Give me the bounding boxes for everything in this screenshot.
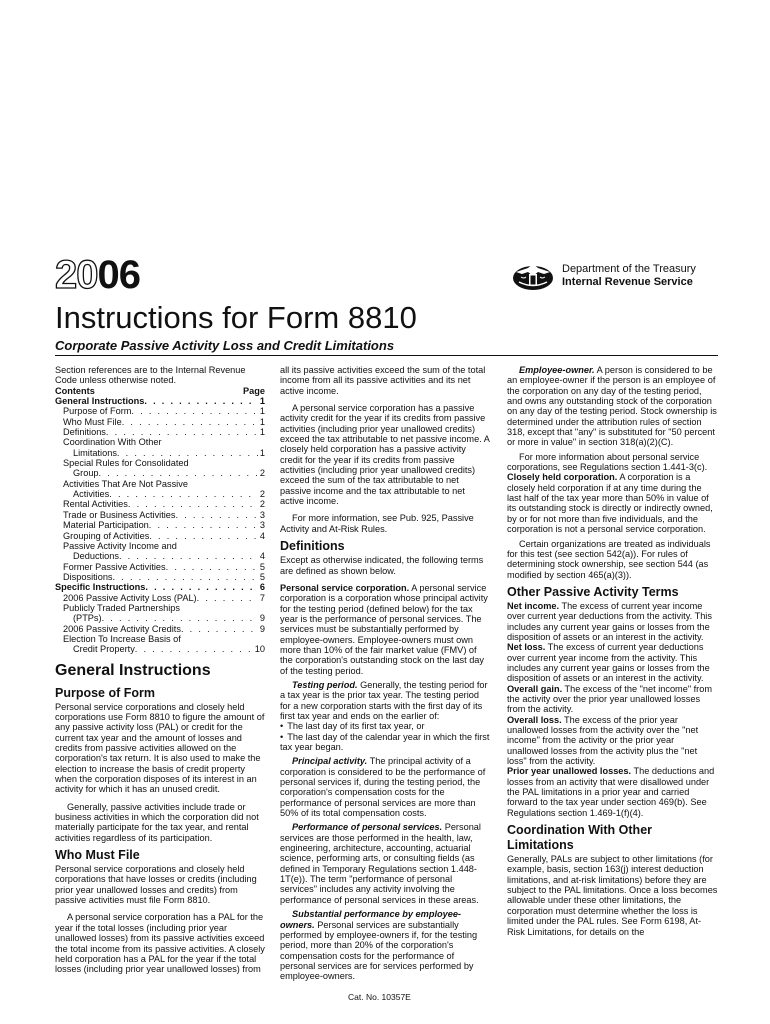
toc-entry[interactable]: Group . . . 2 (55, 468, 265, 478)
definition-principal-activity: Principal activity. The principal activity of a corporation is considered to be the performance of personal services if, during the testing period, the corporation's compensation costs for the performance of personal services are more than 50% of its total compensation costs. (280, 756, 486, 819)
contents-header (55, 386, 265, 396)
toc-entry[interactable]: Coordination With Other (63, 437, 162, 448)
contents-label: Contents (55, 385, 95, 396)
body-paragraph: all its passive activities exceed the sum of the total income from all its passive activities and its net active income. (280, 365, 486, 396)
toc-entry[interactable]: Limitations . . . 1 (55, 448, 265, 458)
definition-personal-service-corporation: Personal service corporation. A personal service corporation is a corporation whose principal activity for the testing period (defined below) for the tax year is the performance of personal services. The services must be substantially performed by employee-owners. Employee-owners must own more than 10% of the fair market value (FMV) of the corporation's outstanding stock on the last day of the testing period. (280, 582, 488, 676)
toc-entry[interactable]: Former Passive Activities . . . 5 (55, 562, 265, 572)
definitions-heading: Definitions (280, 539, 345, 554)
coordination-heading: Coordination With Other Limitations (507, 823, 653, 853)
definition-overall-loss: Overall loss. The excess of the prior year unallowed losses from the activity over the "net income" from the activity or the prior year unallowed losses from the activity plus the "net loss" from the activity. (507, 714, 699, 767)
page-label: Page (243, 385, 265, 396)
tax-year (55, 255, 140, 295)
document-title: Instructions for Form 8810 (55, 300, 417, 335)
purpose-paragraph: Generally, passive activities include trade or business activities in which the corporation did not materially participate for the tax year, and rental activities regardless of its participation. (55, 801, 259, 843)
definition-performance-of-personal-services: Performance of personal services. Personal services are those performed in the health, law, engineering, architecture, accounting, actuarial science, performing arts, or consulting fields (as defined in Temporary Regulations section 1.448-1T(e)). The term "performance of personal services" includes any activity involving the performance of personal services in these areas. (280, 822, 481, 905)
toc-entry[interactable]: 2006 Passive Activity Loss (PAL) . . . 7 (55, 593, 265, 603)
column-1 (55, 365, 265, 975)
definition-substantial-performance: Substantial performance by employee-owners. Personal services are substantially performed by employee-owners if, for the testing period, more than 20% of the corporation's compensation costs for the performance of personal services are for services performed by employee-owners. (280, 909, 478, 982)
body-paragraph: For more information, see Pub. 925, Passive Activity and At-Risk Rules. (280, 513, 474, 534)
body-paragraph: A personal service corporation has a passive activity credit for the year if its credits from passive activities (including prior year unallowed credits) exceed the tax attributable to net passive income. A closely held corporation has a passive activity credit for the year if its credits from passive activities (including prior year unallowed credits) exceed the sum of the tax attributable to net passive income and the tax attributable to net active income. (280, 403, 490, 507)
tax-year-suffix: 06 (97, 253, 140, 297)
intro-text: Section references are to the Internal Revenue Code unless otherwise noted. (55, 365, 246, 386)
document-subtitle: Corporate Passive Activity Loss and Credit Limitations (55, 338, 395, 353)
title-divider (55, 355, 718, 356)
toc-entry[interactable]: Election To Increase Basis of (63, 633, 181, 644)
body-paragraph: For more information about personal service corporations, see Regulations section 1.441-3(c). (507, 451, 708, 473)
who-must-file-heading: Who Must File (55, 848, 140, 863)
list-item: • The last day of its first tax year, or (280, 721, 490, 731)
toc-entry[interactable]: Purpose of Form . . . 1 (55, 406, 265, 416)
definition-employee-owner: Employee-owner. A person is considered to be an employee-owner if the person is an employee of the corporation on any day of the testing period, and owns any outstanding stock of the corporation on any day of the testing period. Stock ownership is determined under the attribution rules of section 318, except that "any" is substituted for "50 percent or more in value" in section 318(a)(2)(C). (507, 365, 717, 448)
definition-net-income: Net income. The excess of current year income over current year deductions from the activity. This includes any current year gains or losses from the disposition of assets or an interest in the activity. (507, 600, 712, 642)
catalog-number: Cat. No. 10357E (348, 992, 411, 1002)
toc-entry[interactable]: Special Rules for Consolidated (63, 458, 189, 469)
toc-entry[interactable]: General Instructions . . . 1 (55, 396, 265, 406)
column-3 (507, 365, 718, 937)
definitions-intro: Except as otherwise indicated, the following terms are defined as shown below. (280, 555, 484, 576)
definition-net-loss: Net loss. The excess of current year deductions over current year income from the activity. This includes any current year gains or losses from the disposition of assets or an interest in the activity. (507, 642, 710, 684)
other-passive-terms-heading: Other Passive Activity Terms (507, 584, 679, 599)
purpose-paragraph: Personal service corporations and closely held corporations use Form 8810 to figure the amount of any passive activity loss (PAL) or credit for the current tax year and the amount of losses and credits from passive activities allowed on the corporation's tax return. It is also used to make the election to increase the basis of credit property when the corporation disposes of its interest in an activity for which it has an unused credit. (55, 701, 265, 795)
agency-irs: Internal Revenue Service (562, 276, 693, 288)
definition-closely-held-corporation: Closely held corporation. A corporation is a closely held corporation if at any time during the last half of the tax year more than 50% in value of its outstanding stock is directly or indirectly owned, by or for not more than five individuals, and the corporation is not a personal service corporation. (507, 472, 713, 535)
toc-entry[interactable]: Activities . . . 2 (55, 489, 265, 499)
toc-entry[interactable]: Trade or Business Activities . . . 3 (55, 510, 265, 520)
body-paragraph: Certain organizations are treated as individuals for this test (see section 542(a)). For rules of determining stock ownership, see section 544 (as modified by section 465(a)(3)). (507, 538, 711, 580)
purpose-heading: Purpose of Form (55, 685, 156, 700)
toc-entry[interactable]: Definitions . . . 1 (55, 427, 265, 437)
toc-entry[interactable]: Dispositions . . . 5 (55, 572, 265, 582)
toc-entry[interactable]: Activities That Are Not Passive (63, 478, 188, 489)
who-must-file-paragraph: A personal service corporation has a PAL for the year if the total losses (including prior year unallowed losses) from its passive activities exceed the total income from its passive activities. A closely held corporation has a PAL for the year if the total losses (including prior year unallowed losses) from (55, 912, 265, 975)
tax-year-prefix: 20 (55, 253, 98, 297)
list-item: • The last day of the calendar year in which the first tax year began. (280, 732, 490, 753)
toc-entry[interactable]: Specific Instructions . . . 6 (55, 582, 265, 592)
coordination-paragraph: Generally, PALs are subject to other limitations (for example, basis, section 163(j) interest deduction limitations, and at-risk limitations) before they are subject to the PAL limitations. Once a loss becomes allowable under these other limitations, the corporation must determine whether the loss is limited under the PAL rules. See Form 6198, At-Risk Limitations, for details on the (507, 854, 718, 937)
definition-prior-year-unallowed-losses: Prior year unallowed losses. The deductions and losses from an activity that were disallowed under the PAL limitations in a prior year and carried forward to the tax year under section 469(b). See Regulations section 1.469-1(f)(4). (507, 766, 715, 818)
definition-overall-gain: Overall gain. The excess of the "net income" from the activity over the prior year unallowed losses from the activity. (507, 683, 713, 715)
toc-entry[interactable]: Material Participation . . . 3 (55, 520, 265, 530)
toc-entry[interactable]: 2006 Passive Activity Credits . . . 9 (55, 624, 265, 634)
agency-block (508, 262, 718, 292)
toc-entry[interactable]: Grouping of Activities . . . 4 (55, 531, 265, 541)
toc-entry[interactable]: Publicly Traded Partnerships (63, 602, 180, 613)
column-2 (280, 365, 490, 982)
definition-testing-period: Testing period. Generally, the testing period for a tax year is the prior tax year. The testing period for a new corporation starts with the first day of its first tax year and ends on the earlier of: (280, 679, 488, 721)
toc-entry[interactable]: Passive Activity Income and (63, 540, 177, 551)
toc-entry[interactable]: Credit Property . . . 10 (55, 644, 265, 654)
agency-department: Department of the Treasury (562, 263, 696, 275)
toc-entry[interactable]: Deductions . . . 4 (55, 551, 265, 561)
toc-entry[interactable]: Rental Activities . . . 2 (55, 499, 265, 509)
toc-entry[interactable]: Who Must File . . . 1 (55, 417, 265, 427)
toc-entry[interactable]: (PTPs) . . . 9 (55, 613, 265, 623)
general-instructions-heading: General Instructions (55, 661, 211, 679)
irs-eagle-logo-icon (510, 262, 556, 292)
who-must-file-paragraph: Personal service corporations and closely held corporations that have losses or credits (including prior year unallowed losses and credits) from passive activities must file Form 8810. (55, 864, 257, 906)
